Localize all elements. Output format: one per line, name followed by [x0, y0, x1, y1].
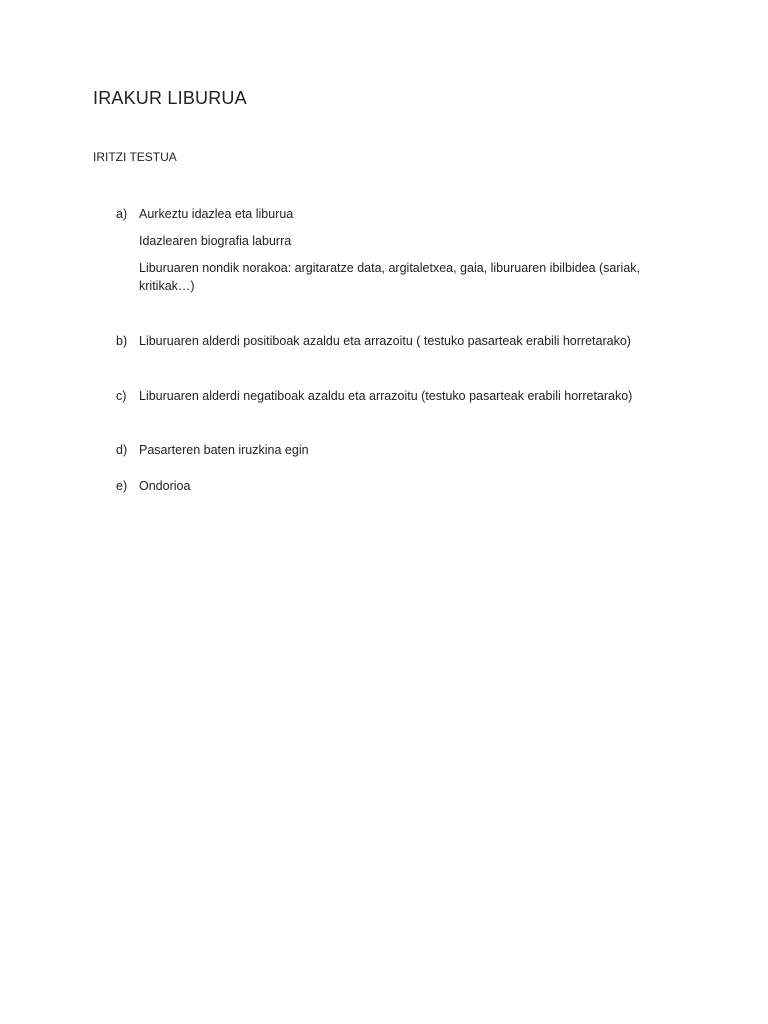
document-subtitle: IRITZI TESTUA [93, 150, 177, 164]
list-marker: c) [116, 389, 127, 403]
list-item-text: Pasarteren baten iruzkina egin [139, 443, 309, 457]
list-marker: b) [116, 334, 128, 348]
list-marker: a) [116, 207, 128, 221]
document-title: IRAKUR LIBURUA [93, 88, 247, 108]
list-item-text: Liburuaren alderdi negatiboak azaldu eta arrazoitu (testuko pasarteak erabili horretarako) [139, 389, 633, 403]
sub-item: Idazlearen biografia laburra [139, 234, 292, 248]
list-marker: e) [116, 479, 128, 493]
sub-item: Liburuaren nondik norakoa: argitaratze data, argitaletxea, gaia, liburuaren ibilbidea (sariak, kritikak…) [139, 261, 641, 293]
list-item-text: Aurkeztu idazlea eta liburua [139, 207, 294, 221]
list-item-text: Ondorioa [139, 479, 191, 493]
list-item-text: Liburuaren alderdi positiboak azaldu eta arrazoitu ( testuko pasarteak erabili horretarako) [139, 334, 631, 348]
list-marker: d) [116, 443, 128, 457]
